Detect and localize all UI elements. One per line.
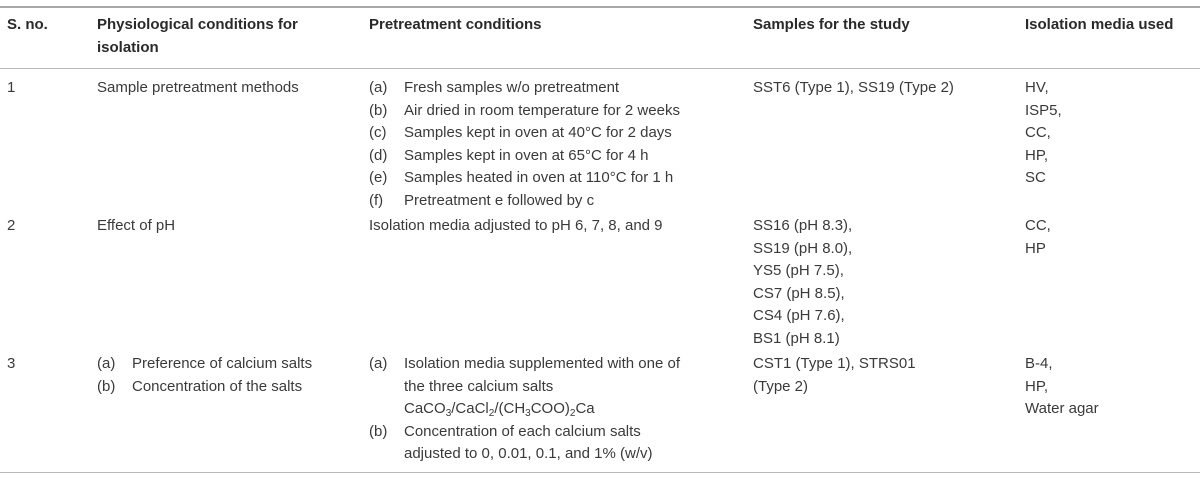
pretreat-b-line-1: Concentration of each calcium salts	[404, 422, 641, 440]
pretreat-a-line-2: the three calcium salts	[404, 377, 554, 395]
row2-samples	[753, 215, 852, 350]
row2-media	[1025, 215, 1051, 260]
media-item: HV,	[1025, 79, 1049, 96]
list-item: (f) Pretreatment e followed by c	[369, 191, 595, 209]
media-item: HP,	[1025, 146, 1049, 164]
media-item: CC,	[1025, 217, 1051, 234]
list-item: (a) Isolation media supplemented with one of the three calcium salts $CaCO_3/CaCl_2/(CH_3COO)_2Ca$	[369, 355, 681, 419]
row1-pretreatment-list	[369, 77, 680, 212]
row1-sno: 1	[7, 79, 16, 96]
row2-physio: Effect of pH	[97, 217, 176, 234]
media-item: HP,	[1025, 377, 1049, 395]
header-physio-line-2: isolation	[97, 38, 159, 56]
sample-item: (Type 2)	[753, 377, 809, 395]
media-item: SC	[1025, 169, 1046, 186]
row1-media	[1025, 77, 1062, 190]
row3-media	[1025, 353, 1099, 421]
header-physiological-conditions	[97, 14, 298, 59]
media-item: CC,	[1025, 124, 1051, 141]
media-item: B-4,	[1025, 355, 1053, 372]
header-sno: S. no.	[7, 16, 48, 33]
table-top-rule	[0, 6, 1200, 8]
media-item: Water agar	[1025, 400, 1099, 417]
sample-item: SS16 (pH 8.3),	[753, 217, 853, 234]
pretreat-a-line-1: Isolation media supplemented with one of	[404, 355, 681, 372]
row2-pretreatment: Isolation media adjusted to pH 6, 7, 8, and 9	[369, 217, 663, 234]
media-item: HP	[1025, 239, 1046, 257]
list-item: (a) Fresh samples w/o pretreatment	[369, 79, 620, 96]
table-bottom-rule	[0, 472, 1200, 473]
sample-item: CST1 (Type 1), STRS01	[753, 355, 916, 372]
list-item: (b) Air dried in room temperature for 2 weeks	[369, 101, 680, 119]
header-isolation-media: Isolation media used	[1025, 16, 1174, 33]
row2-sno: 2	[7, 217, 16, 234]
list-item: (b) Concentration of the salts	[97, 377, 303, 395]
header-pretreatment-conditions: Pretreatment conditions	[369, 16, 542, 33]
sample-item: SS19 (pH 8.0),	[753, 239, 853, 257]
pretreat-b-line-2: adjusted to 0, 0.01, 0.1, and 1% (w/v)	[404, 445, 653, 462]
header-physio-line-1: Physiological conditions for	[97, 16, 298, 33]
sample-item: CS7 (pH 8.5),	[753, 284, 845, 302]
list-item: (e) Samples heated in oven at 110°C for 1 h	[369, 169, 674, 186]
header-samples: Samples for the study	[753, 16, 910, 33]
row3-physio-list	[97, 353, 312, 398]
row1-physio: Sample pretreatment methods	[97, 79, 299, 96]
list-item: (b) Concentration of each calcium salts adjusted to 0, 0.01, 0.1, and 1% (w/v)	[369, 421, 680, 466]
sample-item: BS1 (pH 8.1)	[753, 329, 840, 347]
row3-sno: 3	[7, 355, 16, 372]
row3-samples	[753, 353, 916, 398]
list-item: (d) Samples kept in oven at 65°C for 4 h	[369, 146, 649, 164]
sample-item: YS5 (pH 7.5),	[753, 262, 844, 279]
row1-samples: SST6 (Type 1), SS19 (Type 2)	[753, 79, 954, 96]
list-item: (a) Preference of calcium salts	[97, 355, 313, 372]
header-bottom-rule	[0, 68, 1200, 69]
row3-pretreatment-list	[369, 353, 680, 466]
media-item: ISP5,	[1025, 101, 1062, 119]
sample-item: CS4 (pH 7.6),	[753, 307, 845, 324]
list-item: (c) Samples kept in oven at 40°C for 2 days	[369, 124, 672, 141]
calcium-salts-formula: $CaCO_3/CaCl_2/(CH_3COO)_2Ca$	[404, 400, 595, 419]
